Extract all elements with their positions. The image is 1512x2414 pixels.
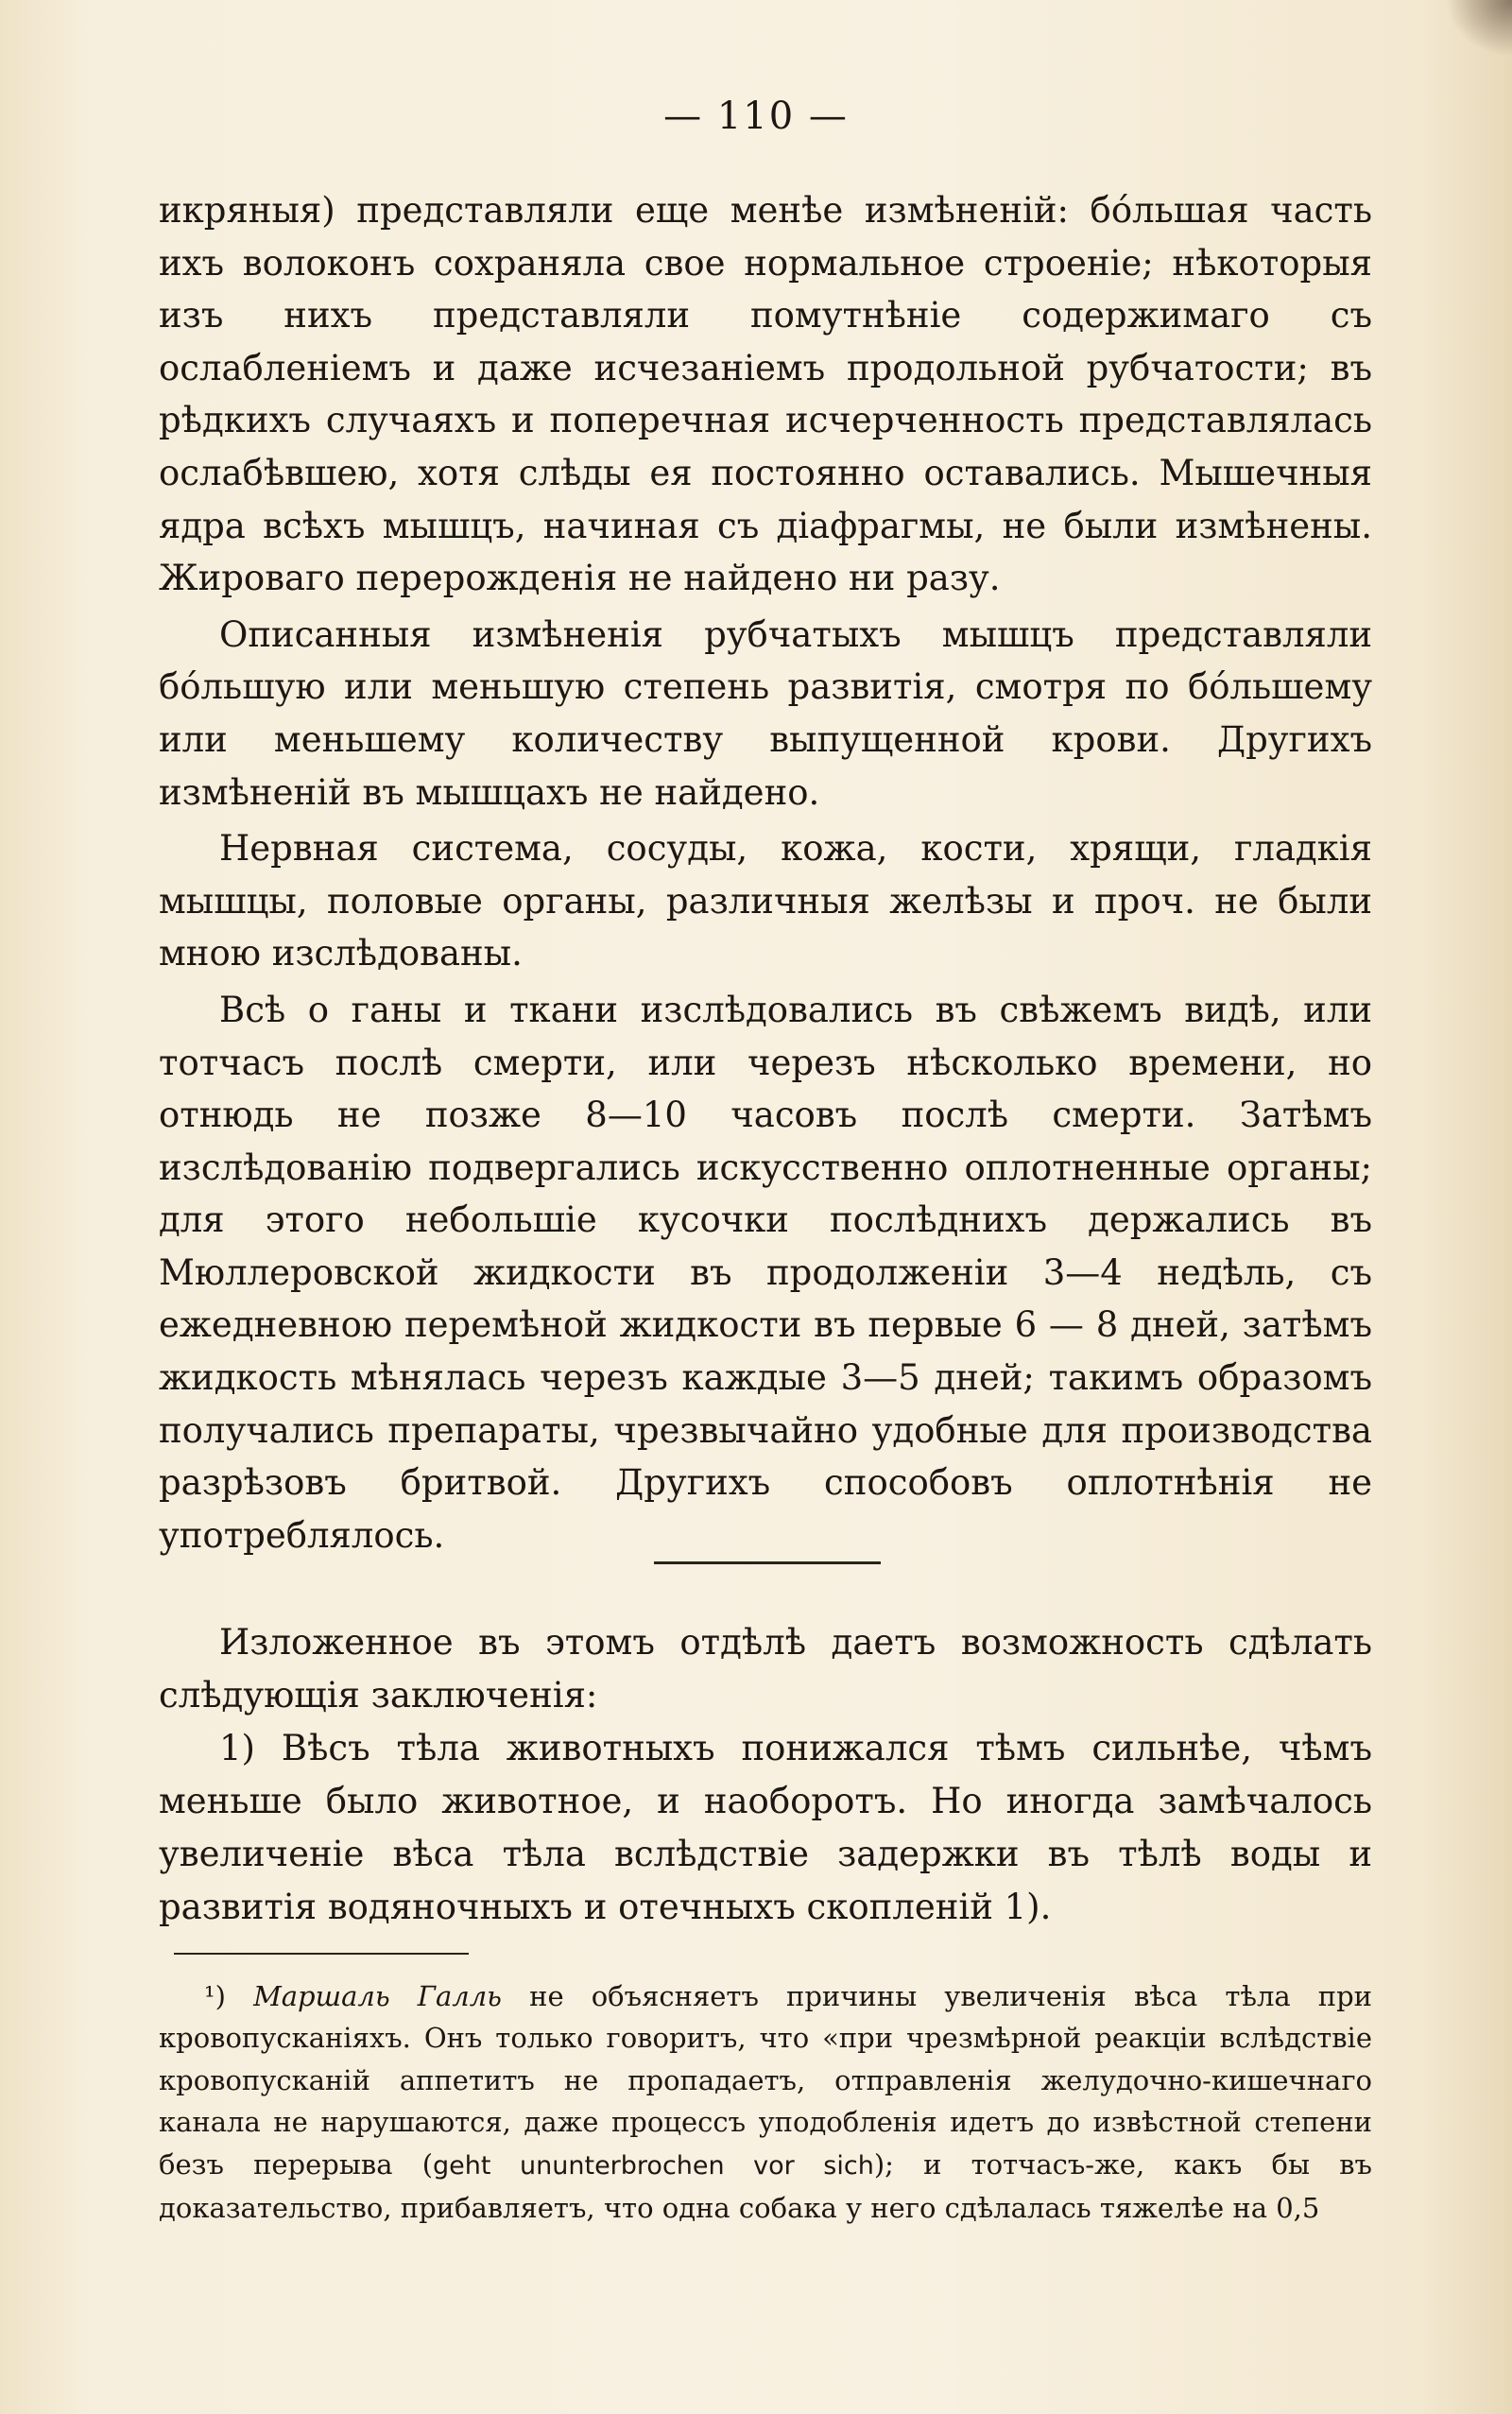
paragraph: Всѣ о ганы и ткани изслѣдовались въ свѣжемъ видѣ, или тотчасъ послѣ смерти, или черезъ нѣсколько времени, но отнюдь не позже 8—10 часовъ послѣ смерти. Затѣмъ изслѣдованію подвергались искусственно оплотненные органы; для этого небольшіе кусочки послѣднихъ держались въ Мюллеровской жидкости въ продолженіи 3—4 недѣль, съ ежедневною перемѣной жидкости въ первые 6 — 8 дней, затѣмъ жидкость мѣнялась черезъ каждые 3—5 дней; такимъ образомъ получались препараты, чрезвычайно удобные для производства разрѣзовъ бритвой. Другихъ способовъ оплотнѣнія не употреблялось. <box>159 989 1372 1556</box>
paragraph: Нервная система, сосуды, кожа, кости, хрящи, гладкія мышцы, половые органы, различныя желѣзы и проч. не были мною изслѣдованы. <box>159 828 1372 974</box>
main-text <box>159 184 1372 1561</box>
conclusions-intro: Изложенное въ этомъ отдѣлѣ даетъ возможность сдѣлать слѣдующія заключенія: <box>159 1622 1372 1716</box>
footnote-reference: 1). <box>1004 1887 1052 1927</box>
footnote-marker: ¹) <box>204 1980 226 2012</box>
footnote <box>159 1975 1372 2229</box>
paragraph: Описанныя измѣненія рубчатыхъ мышцъ представляли бо́льшую или меньшую степень развитія, смотря по бо́льшему или меньшему количеству выпущенной крови. Другихъ измѣненій въ мышцахъ не найдено. <box>159 613 1372 813</box>
section-divider <box>654 1561 881 1564</box>
conclusion-item-1-text: 1) Вѣсъ тѣла животныхъ понижался тѣмъ сильнѣе, чѣмъ меньше было животное, и наоборотъ. Но иногда замѣчалось увеличеніе вѣса тѣла вслѣдствіе задержки въ тѣлѣ воды и развитія водяночныхъ и отечныхъ скопленій <box>159 1728 1372 1927</box>
footnote-author: Маршаль Галль <box>253 1980 502 2012</box>
page-corner-shadow <box>1446 0 1512 57</box>
page-number: — 110 — <box>663 95 849 138</box>
footnote-divider <box>174 1953 469 1955</box>
footnote-text-b: ); и тотчасъ-же, какъ бы въ доказательство, прибавляетъ, что одна собака у него сдѣлалась тяжелѣе на 0,5 <box>159 2147 1373 2225</box>
conclusions-section <box>159 1616 1372 1934</box>
conclusion-item-1 <box>159 1722 1372 1934</box>
footnote-german-quote: geht ununterbrochen vor sich <box>433 2150 874 2181</box>
paragraph-continued: икряныя) представляли еще менѣе измѣненій: бо́льшая часть ихъ волоконъ сохраняла свое нормальное строеніе; нѣкоторыя изъ нихъ представляли помутнѣніе содержимаго съ ослабленіемъ и даже исчезаніемъ продольной рубчатости; въ рѣдкихъ случаяхъ и поперечная исчерченность представлялась ослабѣвшею, хотя слѣды ея постоянно оставались. Мышечныя ядра всѣхъ мышцъ, начиная съ діафрагмы, не были измѣнены. Жироваго перерожденія не найдено ни разу. <box>159 190 1372 599</box>
footnote-text-a: не объясняетъ причины увеличенія вѣса тѣла при кровопусканіяхъ. Онъ только говоритъ, что «при чрезмѣрной реакціи вслѣдствіе кровопусканій аппетитъ не пропадаетъ, отправленія желудочно-кишечнаго канала не нарушаются, даже процессъ уподобленія идетъ до извѣстной степени безъ перерыва ( <box>159 1980 1373 2181</box>
